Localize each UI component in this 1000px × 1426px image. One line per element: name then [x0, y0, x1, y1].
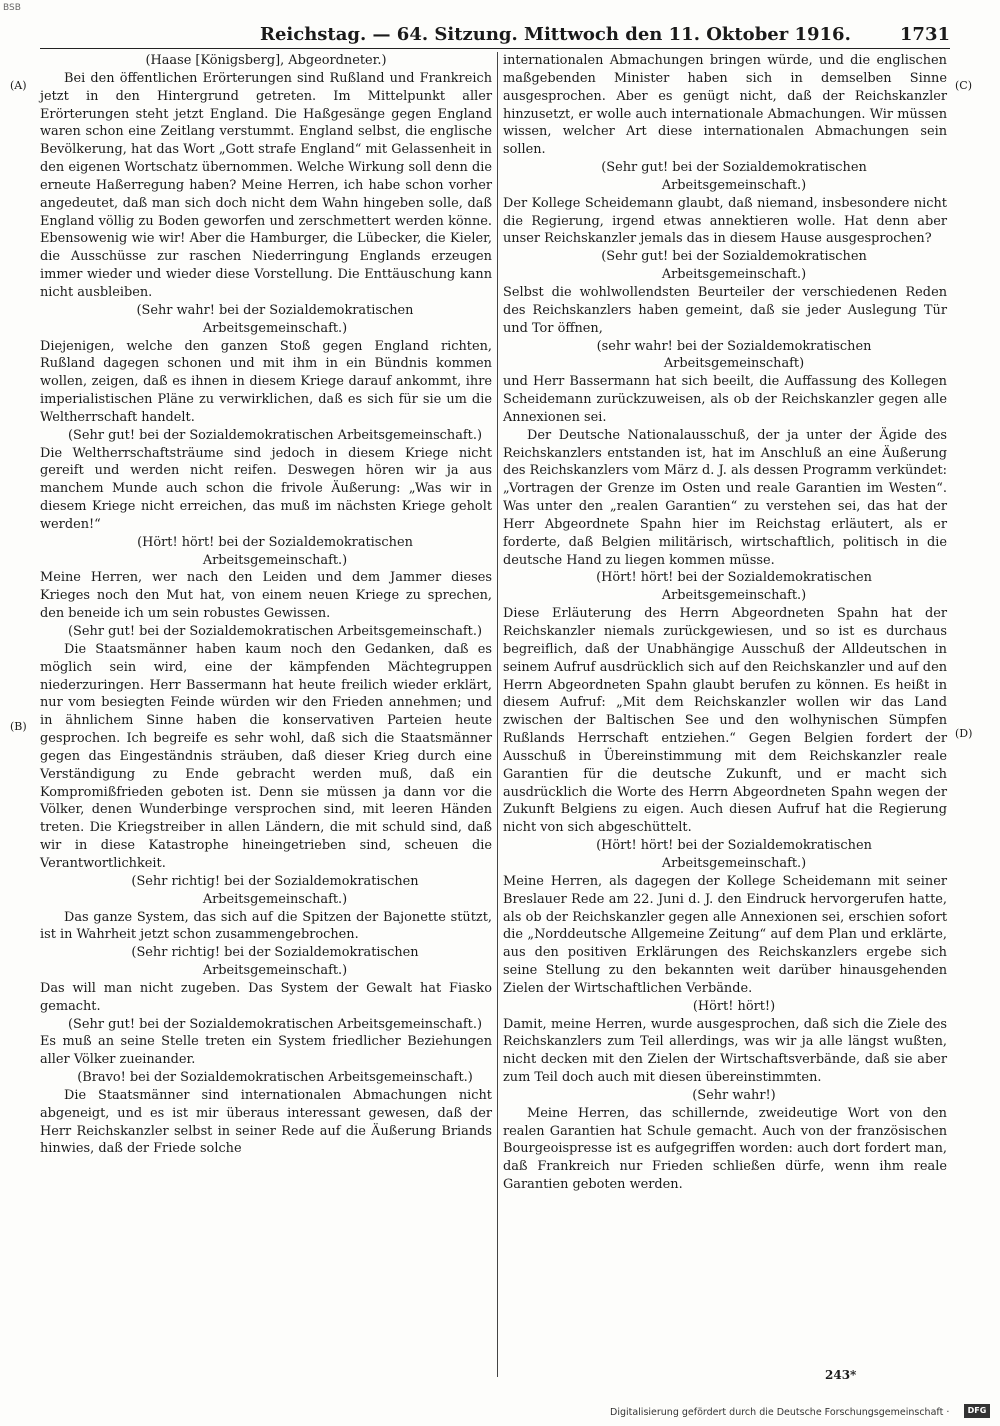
left-column	[40, 52, 492, 1158]
interjection: (Bravo! bei der Sozialdemokratischen Arbeitsgemeinschaft.)	[77, 1070, 473, 1086]
interjection: (sehr wahr! bei der Sozialdemokratischen Arbeitsgemeinschaft)	[596, 338, 872, 372]
footer-credit: Digitalisierung gefördert durch die Deutsche Forschungsgemeinschaft ·	[610, 1407, 950, 1418]
paragraph: Die Staatsmänner sind internationalen Abmachungen nicht abgeneigt, und es ist mir überaus interessant gewesen, daß der Herr Reichskanzler selbst in seiner Rede auf die Äußerung Briands hinwies, daß der Friede solche	[40, 1087, 492, 1157]
interjection: (Sehr richtig! bei der Sozialdemokratischen Arbeitsgemeinschaft.)	[131, 945, 419, 979]
interjection: (Hört! hört! bei der Sozialdemokratischen Arbeitsgemeinschaft.)	[596, 838, 872, 871]
paragraph: Das will man nicht zugeben. Das System der Gewalt hat Fiasko gemacht.	[40, 980, 492, 1014]
paragraph: Meine Herren, das schillernde, zweideutige Wort von den realen Garantien hat Schule gemacht. Auch von der französischen Bourgeoispresse ist es aufgegriffen worden: auch dort fordert man, daß Frankreich nur Frieden schließen dürfe, wenn ihm reale Garantien geboten werden.	[503, 1105, 947, 1193]
paragraph: (Haase [Königsberg], Abgeordneter.)	[145, 53, 387, 68]
interjection: (Hört! hört! bei der Sozialdemokratischen Arbeitsgemeinschaft.)	[596, 570, 872, 604]
paragraph: Die Staatsmänner haben kaum noch den Gedanken, daß es möglich sein wird, eine der kämpfenden Mächtegruppen niederzuringen. Herr Bassermann hat heute freilich wieder erklärt, nur vom besiegten Feinde würden wir den Frieden annehmen; und in ähnlichem Sinne haben die konservativen Parteien heute gesprochen. Ich begreife es sehr wohl, daß sich die Staatsmänner gegen das Eingeständnis sträuben, daß dieser Krieg durch eine Verständigung zu Ende gebracht werden muß, daß ein Kompromißfrieden geboten ist. Denn sie müssen ja dann vor die Völker, denen Wunderbinge versprochen sind, mit leeren Händen treten. Die Kriegstreiber in allen Ländern, die mit schuld sind, daß wir in diese Katastrophe hineingetrieben sind, scheuen die Verantwortlichkeit.	[40, 641, 492, 871]
paragraph: Der Deutsche Nationalausschuß, der ja unter der Ägide des Reichskanzlers entstanden ist, hat im Anschluß an eine Äußerung des Reichskanzlers vom März d. J. als dessen Programm verkündet: „Vortragen der Grenze im Osten und reale Garantien im Westen“. Was unter den „realen Garantien“ zu verstehen sei, das hat der Herr Abgeordnete Spahn hier im Reichstag erläutert, als er forderte, daß Belgien militärisch, wirtschaftlich, politisch in die deutsche Hand zu liegen kommen müsse.	[503, 427, 947, 568]
interjection: (Sehr wahr!)	[692, 1087, 776, 1103]
paragraph: Meine Herren, als dagegen der Kollege Scheidemann mit seiner Breslauer Rede am 22. Juni d. J. den Eindruck hervorgerufen hatte, als ob der Reichskanzler gegen alle Annexionen sei, erschien sofort die „Norddeutsche Allgemeine Zeitung“ auf dem Plan und erklärte, aus den positiven Erklärungen des Reichskanzlers ergebe sich seine Stellung zu den bekannten weit darüber hinausgehenden Zielen der Wirtschaftlichen Verbände.	[503, 873, 947, 996]
paragraph: Es muß an seine Stelle treten ein System friedlicher Beziehungen aller Völker zueinander.	[40, 1034, 492, 1068]
interjection: (Sehr richtig! bei der Sozialdemokratischen Arbeitsgemeinschaft.)	[131, 873, 419, 907]
interjection: (Sehr gut! bei der Sozialdemokratischen Arbeitsgemeinschaft.)	[601, 249, 867, 283]
interjection: (Hört! hört!)	[692, 998, 776, 1014]
paragraph: Diese Erläuterung des Herrn Abgeordneten Spahn hat der Reichskanzler niemals zurückgewiesen, und so ist es durchaus begreiflich, daß der Unabhängige Ausschuß der Alldeutschen in seinem Aufruf ausdrücklich sich auf den Reichskanzler und auf den Herrn Abgeordneten Spahn glaubt berufen zu können. Es heißt in diesem Aufruf: „Mit dem Reichskanzler wollen wir das Land zwischen der Baltischen See und den wolhynischen Sümpfen Rußlands Herrschaft entziehen.“ Gegen Belgien fordert der Ausschuß in Übereinstimmung mit dem Reichskanzler reale Garantien für die deutsche Zukunft, und er macht sich ausdrücklich die Worte des Herrn Abgeordneten Spahn wegen der Zukunft Belgiens zu eigen. Auch diesen Aufruf hat die Regierung nicht von sich abgeschüttelt.	[503, 606, 947, 836]
interjection: (Sehr gut! bei der Sozialdemokratischen Arbeitsgemeinschaft.)	[68, 427, 482, 443]
page-header	[40, 22, 950, 49]
interjection: (Sehr gut! bei der Sozialdemokratischen Arbeitsgemeinschaft.)	[68, 1016, 482, 1032]
margin-marker-a: (A)	[10, 79, 27, 92]
margin-marker-c: (C)	[955, 79, 972, 92]
interjection: (Sehr wahr! bei der Sozialdemokratischen Arbeitsgemeinschaft.)	[136, 302, 414, 336]
paragraph: Bei den öffentlichen Erörterungen sind Rußland und Frankreich jetzt in den Hintergrund getreten. Im Mittelpunkt aller Erörterungen steht jetzt England. Die Haßgesänge gegen England waren schon eine Zeitlang verstummt. England selbst, die englische Bevölkerung, hat das Wort „Gott strafe England“ mit Gelassenheit in den eigenen Wortschatz übernommen. Welche Wirkung soll denn die erneute Haßerregung haben? Meine Herren, ich habe schon vorher angedeutet, daß man sich doch nicht dem Wahn hingeben solle, daß England völlig zu Boden geworfen und zerschmettert werden könne. Ebensowenig wie wir! Aber die Hamburger, die Lübecker, die Kieler, die Ausschüsse zur raschen Niederringung Englands erzeugen immer wieder und wieder diese Vorstellung. Die Enttäuschung kann nicht ausbleiben.	[40, 70, 492, 300]
margin-marker-b: (B)	[10, 720, 27, 733]
paragraph: und Herr Bassermann hat sich beeilt, die Auffassung des Kollegen Scheidemann zurückzuweisen, als ob der Reichskanzler gegen alle Annexionen sei.	[503, 374, 947, 425]
signature-mark: 243*	[825, 1368, 857, 1382]
paragraph: Meine Herren, wer nach den Leiden und dem Jammer dieses Krieges noch den Mut hat, von einem neuen Kriege zu sprechen, den beneide ich um sein robustes Gewissen.	[40, 570, 492, 622]
paragraph: internationalen Abmachungen bringen würde, und die englischen maßgebenden Minister haben sich in demselben Sinne ausgesprochen. Aber es genügt nicht, daß der Reichskanzler hinzusetzt, er wolle auch internationale Abmachungen. Wir müssen wissen, welcher Art diese internationalen Abmachungen sein sollen.	[503, 53, 947, 158]
column-divider	[497, 52, 498, 1377]
interjection: (Hört! hört! bei der Sozialdemokratischen Arbeitsgemeinschaft.)	[137, 534, 413, 568]
paragraph: Damit, meine Herren, wurde ausgesprochen, daß sich die Ziele des Reichskanzlers zum Teil allerdings, was wir ja alle längst wußten, nicht decken mit den Zielen der Wirtschaftsverbände, daß sie aber zum Teil doch auch mit diesen übereinstimmten.	[503, 1016, 947, 1086]
paragraph: Der Kollege Scheidemann glaubt, daß niemand, insbesondere nicht die Regierung, irgend etwas annektieren wolle. Hat denn aber unser Reichskanzler jemals das in diesem Hause ausgesprochen?	[503, 195, 947, 247]
header-title: Reichstag. — 64. Sitzung. Mittwoch den 11. Oktober 1916.	[260, 24, 851, 45]
paragraph: Selbst die wohlwollendsten Beurteiler der verschiedenen Reden des Reichskanzlers haben gemeint, daß sie jeder Auslegung Tür und Tor öffnen,	[503, 284, 947, 336]
interjection: (Sehr gut! bei der Sozialdemokratischen Arbeitsgemeinschaft.)	[601, 160, 867, 193]
dfg-logo: DFG	[964, 1404, 990, 1418]
margin-marker-d: (D)	[955, 727, 973, 740]
library-watermark: BSB	[3, 3, 21, 13]
page-number: 1731	[899, 24, 950, 45]
paragraph: Diejenigen, welche den ganzen Stoß gegen England richten, Rußland dagegen schonen und mit ihm in ein Bündnis kommen wollen, zeigen, daß es ihnen in diesem Kriege darauf ankommt, ihre imperialistischen Pläne zu verwirklichen, daß es sich für sie um die Weltherrschaft handelt.	[40, 338, 492, 425]
paragraph: Die Weltherrschaftsträume sind jedoch in diesem Kriege nicht gereift und werden nicht reifen. Deswegen hören wir ja aus manchem Munde auch schon die frivole Äußerung: „Was wir in diesem Kriege nicht erreichen, das muß im nächsten Kriege geholt werden!“	[40, 445, 492, 532]
right-column	[503, 52, 947, 1194]
paragraph: Das ganze System, das sich auf die Spitzen der Bajonette stützt, ist in Wahrheit jetzt schon zusammengebrochen.	[40, 909, 492, 943]
interjection: (Sehr gut! bei der Sozialdemokratischen Arbeitsgemeinschaft.)	[68, 624, 482, 639]
